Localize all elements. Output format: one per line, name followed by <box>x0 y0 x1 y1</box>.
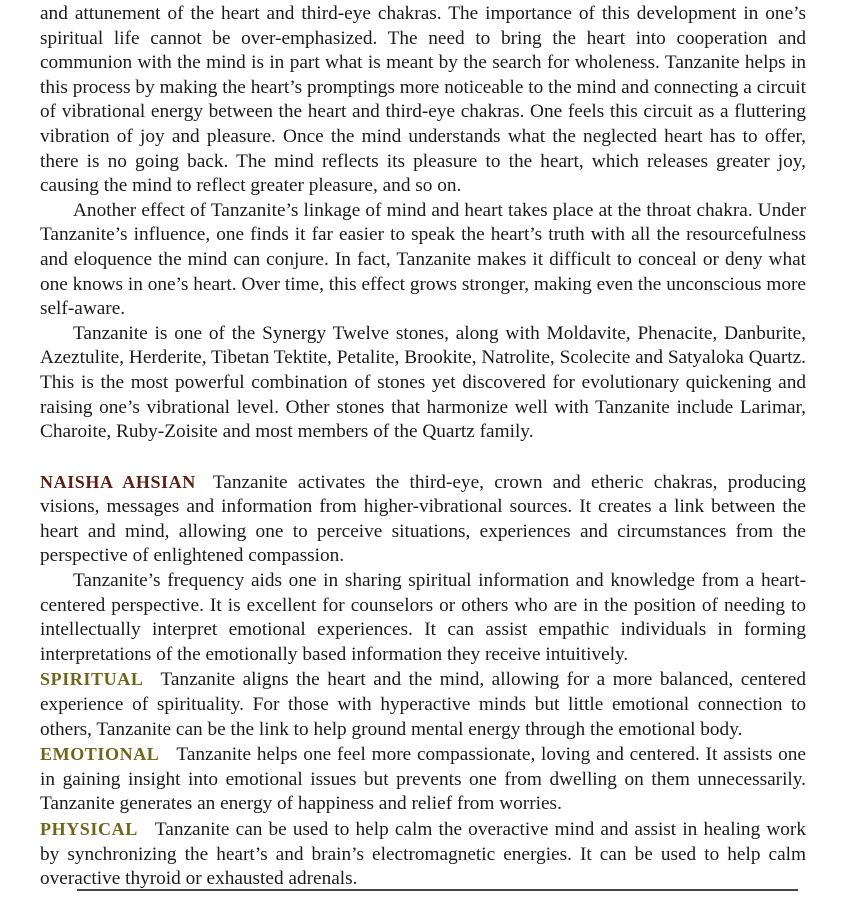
emotional-heading: EMOTIONAL <box>40 744 160 765</box>
body-paragraph: Tanzanite’s frequency aids one in sharing spiritual information and knowledge from a heart-centered perspective. It is excellent for counselors or others who are in the position of needing to intellectually interpret emotional experiences. It can assist empathic individuals in forming interpretations of the emotionally based information they receive intuitively. <box>40 570 806 665</box>
spiritual-section <box>40 667 806 742</box>
spiritual-section-text: Tanzanite aligns the heart and the mind, allowing for a more balanced, centered experience of spirituality. For those with hyperactive minds but little emotional connection to others, Tanzanite can be the link to help ground mental energy through the emotional body. <box>40 669 806 740</box>
emotional-section <box>40 742 806 817</box>
author-heading: NAISHA AHSIAN <box>40 471 196 492</box>
physical-heading: PHYSICAL <box>40 819 138 839</box>
author-section-text: Tanzanite activates the third-eye, crown and etheric chakras, producing visions, messages and information from higher-vibrational sources. It creates a link between the heart and mind, allowing one to perceive situations, experiences and circumstances from the perspective of enlightened compassion. <box>40 471 806 567</box>
author-section <box>40 470 806 569</box>
physical-section <box>40 817 806 892</box>
physical-section-text: Tanzanite can be used to help calm the overactive mind and assist in healing work by synchronizing the heart’s and brain’s electromagnetic energies. It can be used to help calm overactive thyroid or exhausted adrenals. <box>40 819 806 890</box>
body-paragraph: Tanzanite is one of the Synergy Twelve stones, along with Moldavite, Phenacite, Danburite, Azeztulite, Herderite, Tibetan Tektite, Petalite, Brookite, Natrolite, Scolecite and Satyaloka Quartz. This is the most powerful combination of stones yet discovered for evolutionary quickening and raising one’s vibrational level. Other stones that harmonize well with Tanzanite include Larimar, Charoite, Ruby-Zoisite and most members of the Quartz family. <box>40 322 806 443</box>
body-paragraph: Another effect of Tanzanite’s linkage of mind and heart takes place at the throat chakra. Under Tanzanite’s influence, one finds it far easier to speak the heart’s truth with all the resourcefulness and eloquence the mind can conjure. In fact, Tanzanite makes it difficult to conceal or deny what one knows in one’s heart. Over time, this effect grows stronger, making even the unconscious more self-aware. <box>40 199 806 320</box>
page-bottom-rule <box>77 889 798 891</box>
body-paragraph-continuation: and attunement of the heart and third-eye chakras. The importance of this development in one’s spiritual life cannot be over-emphasized. The need to bring the heart into cooperation and communion with the mind is in part what is meant by the search for wholeness. Tanzanite helps in this process by making the heart’s promptings more noticeable to the mind and connecting a circuit of vibrational energy between the heart and third-eye chakras. One feels this circuit as a fluttering vibration of joy and pleasure. Once the mind understands what the neglected heart has to offer, there is no going back. The mind reflects its pleasure to the heart, which releases greater joy, causing the mind to reflect greater pleasure, and so on. <box>40 3 806 197</box>
spiritual-heading: SPIRITUAL <box>40 669 144 690</box>
emotional-section-text: Tanzanite helps one feel more compassionate, loving and centered. It assists one in gaining insight into emotional issues but prevents one from dwelling on them unnecessarily. Tanzanite generates an energy of happiness and relief from worries. <box>40 744 806 815</box>
